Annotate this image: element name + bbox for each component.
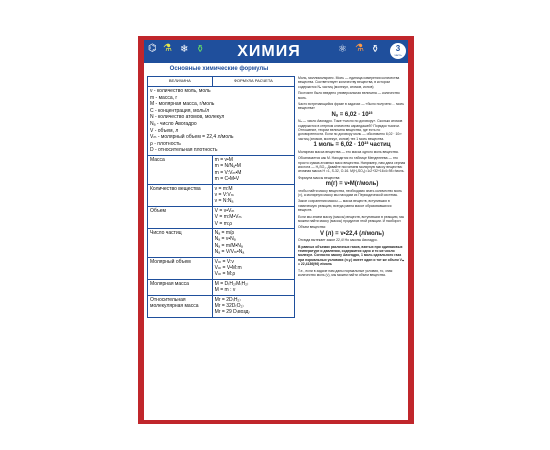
formula-line: m = V:Vₘ•M <box>214 169 242 176</box>
part-number: 3 <box>395 44 401 53</box>
legend-cell <box>148 87 295 156</box>
table-row <box>148 184 295 206</box>
quantity-name: Молярный объем <box>148 257 213 279</box>
formula-line: Nₐ = m/ρ <box>214 230 235 236</box>
formula-line: Mr = 32D₍O₂₎ <box>214 303 244 310</box>
formula-cell <box>212 184 294 206</box>
legend-item: D - относительная плотность <box>150 147 218 154</box>
table-row <box>148 155 295 184</box>
formula-line: Vₘ = V:ν <box>214 258 234 265</box>
formula-volume: V (л) = ν•22,4 (л/моль) <box>320 230 384 237</box>
legend-item: Nₐ - число Авогадро <box>150 120 197 127</box>
quantity-name: Молярная масса <box>148 279 213 295</box>
quantity-name: Относительная молекулярная масса <box>148 295 213 317</box>
text-p7: Формула массы вещества: <box>298 175 341 180</box>
formula-cell <box>212 279 294 295</box>
text-p9: Закон сохранения массы — масса веществ, вступивших в химическую реакцию, всегда равна массе образовавшихся веществ. <box>298 199 392 213</box>
part-badge <box>390 43 406 59</box>
formula-mass: m(г) = ν•M(г/моль) <box>325 181 379 188</box>
legend-item: M - молярная масса, г/моль <box>150 101 215 108</box>
formula-cell <box>212 229 294 258</box>
formula-cell <box>212 206 294 228</box>
text-p5: Молярная масса вещества — это масса одного моль вещества. <box>298 149 399 154</box>
table-subtitle: Основные химические формулы <box>169 66 269 72</box>
page-title: ХИМИЯ <box>237 43 301 60</box>
text-p3: Часто встречающийся фразе в задачах — «было получено ... моль вещества» <box>298 102 404 111</box>
formula-line: ν = m:M <box>214 185 233 192</box>
formula-line: Nₐ = m/M•Nₐ <box>214 242 243 249</box>
flask-icon-2: ⚗ <box>355 43 364 54</box>
formula-cell <box>212 155 294 184</box>
legend-item: N - количество атомов, молекул <box>150 114 225 121</box>
col-header-quantity: ВЕЛИЧИНА <box>148 77 213 87</box>
formula-mole: 1 моль = 6,02 · 10²³ частиц <box>313 142 391 149</box>
molecule-icon: ⌬ <box>148 43 157 54</box>
text-p2: Постоянн было введено универсальная величина — количество моль. <box>298 91 400 100</box>
text-p1: Моль, миллимоляриес. Моль — единица измерения количества вещества. Соответствует количеству вещества, в котором содержится Nₐ частиц (молекул, атомов, ионов) <box>298 76 400 89</box>
formula-rows <box>148 155 295 317</box>
legend-item: V - объем, л <box>150 127 179 134</box>
legend-item: ρ - плотность <box>150 140 181 147</box>
formula-line: Vₘ = M:ρ <box>214 271 236 278</box>
col-header-formula: ФОРМУЛА РАСЧЕТА <box>212 77 294 87</box>
legend-list <box>150 88 292 154</box>
text-p8: чтобы найти массу вещества, необходимо знать количество моль (ν), а молярную массу мы находим из Периодической системы. <box>298 188 402 197</box>
text-p12: Отсюда вытекает закон 22,4! Но законы Авогадро. <box>298 238 378 243</box>
formula-line: m = C•M•V <box>214 176 240 183</box>
formula-line: m = ν•M <box>214 156 233 163</box>
legend-item: Vₘ - молярный объем = 22,4 л/моль <box>150 134 234 141</box>
text-p11: Объем вещества: <box>298 225 326 230</box>
formula-cell <box>212 295 294 317</box>
table-row <box>148 295 295 317</box>
table-row <box>148 206 295 228</box>
formula-line: V = m:ρ <box>214 220 233 227</box>
legend-item: m - масса, г <box>150 94 178 101</box>
text-p6: Обозначается как M. Находится по таблице Менделеева — это просто сумма атомных масс вещества. Например, нам дана серная кислота — H₂SO₄. Давайте посчитаем молярную массу вещества: атомная масса H =1, S-32, O-16. M(H₂SO₄)=1•2+32+16•4=98 г/моль. <box>298 156 406 174</box>
table-row <box>148 257 295 279</box>
quantity-name: Масса <box>148 155 213 184</box>
formula-line: m = N/Nₐ•M <box>214 163 241 170</box>
quantity-name: Число частиц <box>148 229 213 258</box>
table-row <box>148 229 295 258</box>
right-text-column <box>298 76 406 416</box>
formula-line: ν = V:Vₘ <box>214 191 234 198</box>
atom-icon: ⚛ <box>338 44 347 55</box>
text-p13: В равных объемах различных газов, взятых при одинаковых температуре и давлении, содержится одно и то же число молекул. Согласно закону Авогадро, 1 моль идеального газа при нормальных условиях (н.у.) имеет один и тот же объем Vₘ = 22,4136(96) л/моль <box>298 244 405 267</box>
part-label: часть <box>394 53 402 57</box>
formula-line: ν = N:Nₐ <box>214 198 234 205</box>
text-p4: Nₐ — число Авогадро. Тоже «число по договору». Сколько атомов содержится в стерном кличество карандашей? Порядок тысячи. Отношение, теории величина вещества, где есть по договоренности. Если по договору моль — обозначено 6,02 · 10²³ частиц (атомов, молекул, ионов) тех 1 моль вещества. <box>298 119 403 141</box>
text-p10: Если мы знаем массу (массы) веществ, вступивших в реакцию, мы можем найти массу (массы) продуктов этой реакции. И наоборот. <box>298 214 405 223</box>
flask-icon: ⚗ <box>163 43 172 54</box>
legend-item: ν - количество моль, моль <box>150 88 211 94</box>
lab-glass-icon: ⚱ <box>371 44 380 55</box>
legend-item: C - концентрация, моль/л <box>150 107 210 114</box>
formula-line: Mr = 2D₍H₂₎ <box>214 296 241 303</box>
text-p14: Т.е., если в задаче нам даны нормальные условия, то, зная количество моль (ν), мы можем найти объем вещества. <box>298 268 393 278</box>
formula-line: Nₐ = V/Vₘ•Nₐ <box>214 249 245 256</box>
formula-line: V = m:M•Vₘ <box>214 214 242 221</box>
formula-avogadro: Nₐ = 6,02 · 10²³ <box>331 111 373 118</box>
formula-cell <box>212 257 294 279</box>
quantity-name: Объем <box>148 206 213 228</box>
formula-line: Mr = 29 D₍возд₎ <box>214 309 250 316</box>
table-row <box>148 279 295 295</box>
beaker-icon: ⚱ <box>196 44 205 55</box>
quantity-name: Количество вещества <box>148 184 213 206</box>
formula-line: V = ν•Vₘ <box>214 207 235 214</box>
snowflake-icon: ❄ <box>180 44 189 55</box>
formula-line: Nₐ = ν•Nₐ <box>214 236 236 243</box>
formula-table <box>147 76 295 318</box>
formula-line: M = m : ν <box>214 287 236 294</box>
formula-line: M = D₍H₂₎M₍H₂₎ <box>214 280 249 287</box>
formula-line: Vₘ = V•M:m <box>214 265 242 272</box>
